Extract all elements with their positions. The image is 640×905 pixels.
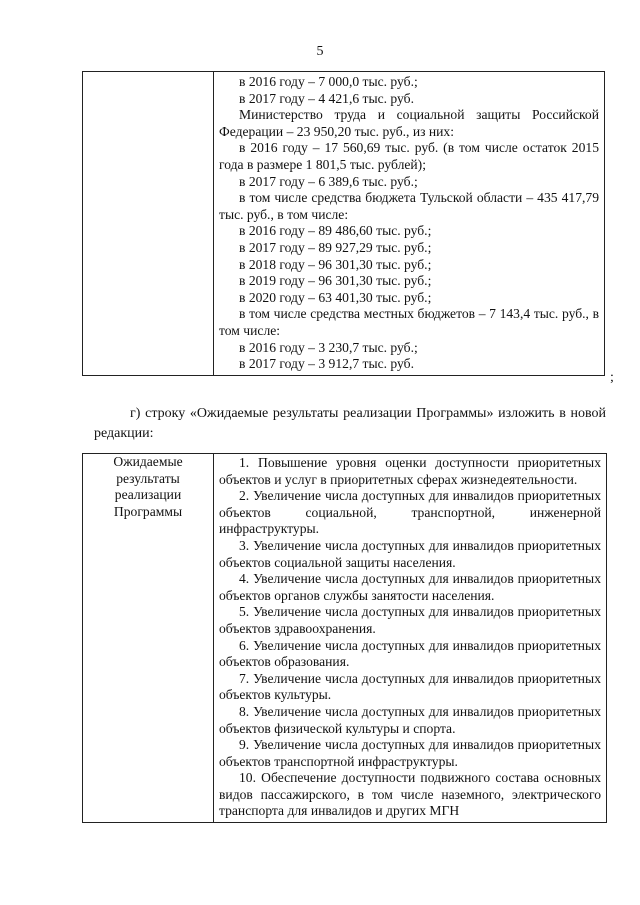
funding-line: в 2017 году – 6 389,6 тыс. руб.; — [239, 173, 418, 189]
funding-line: в 2017 году – 89 927,29 тыс. руб.; — [239, 239, 432, 255]
funding-label-cell — [83, 72, 214, 376]
funding-line: в том числе средства местных бюджетов – 7 143,4 тыс. руб., в том числе: — [219, 306, 599, 338]
result-item: 1. Повышение уровня оценки доступности приоритетных объектов и услуг в приоритетных сферах жизнедеятельности. — [219, 455, 601, 487]
result-item: 6. Увеличение числа доступных для инвалидов приоритетных объектов образования. — [219, 637, 601, 670]
result-item: 4. Увеличение числа доступных для инвалидов приоритетных объектов органов службы занятости населения. — [219, 571, 601, 603]
expected-results-table — [82, 453, 607, 823]
funding-line: в 2016 году – 3 230,7 тыс. руб.; — [239, 339, 418, 355]
result-item: 3. Увеличение числа доступных для инвалидов приоритетных объектов социальной защиты населения. — [219, 537, 601, 570]
result-item: 8. Увеличение числа доступных для инвалидов приоритетных объектов физической культуры и спорта. — [219, 703, 601, 736]
funding-line: в 2017 году – 4 421,6 тыс. руб. — [239, 90, 414, 106]
result-item: 10. Обеспечение доступности подвижного состава основных видов пассажирского, в том числе наземного, электрического транспорта для инвалидов и других МГН — [219, 770, 601, 819]
trailing-semicolon: ; — [610, 370, 614, 385]
result-item: 5. Увеличение числа доступных для инвалидов приоритетных объектов здравоохранения. — [219, 604, 601, 636]
expected-results-label: Ожидаемые результаты реализации Программы — [83, 454, 214, 823]
funding-line: в том числе средства бюджета Тульской области – 435 417,79 тыс. руб., в том числе: — [219, 190, 599, 222]
result-item: 7. Увеличение числа доступных для инвалидов приоритетных объектов культуры. — [219, 670, 601, 703]
funding-line: в 2019 году – 96 301,30 тыс. руб.; — [239, 273, 432, 289]
funding-details-cell — [214, 72, 605, 376]
funding-line: Министерство труда и социальной защиты Российской Федерации – 23 950,20 тыс. руб., из них: — [219, 107, 599, 139]
result-item: 2. Увеличение числа доступных для инвалидов приоритетных объектов социальной, транспортной, инженерной инфраструктуры. — [219, 488, 601, 537]
paragraph-g: г) строку «Ожидаемые результаты реализации Программы» изложить в новой редакции: — [94, 406, 606, 441]
table-row — [83, 72, 605, 376]
table-row — [83, 454, 607, 823]
page-number: 5 — [316, 44, 324, 59]
funding-line: в 2016 году – 7 000,0 тыс. руб.; — [239, 74, 418, 89]
funding-line: в 2018 году – 96 301,30 тыс. руб.; — [239, 256, 432, 272]
expected-results-cell — [214, 454, 607, 823]
funding-line: в 2016 году – 17 560,69 тыс. руб. (в том числе остаток 2015 года в размере 1 801,5 тыс. рублей); — [219, 140, 599, 172]
funding-line: в 2017 году – 3 912,7 тыс. руб. — [239, 356, 414, 372]
funding-table — [82, 71, 605, 376]
result-item: 9. Увеличение числа доступных для инвалидов приоритетных объектов транспортной инфраструктуры. — [219, 737, 601, 769]
funding-line: в 2016 году – 89 486,60 тыс. руб.; — [239, 223, 432, 239]
funding-line: в 2020 году – 63 401,30 тыс. руб.; — [239, 289, 432, 305]
